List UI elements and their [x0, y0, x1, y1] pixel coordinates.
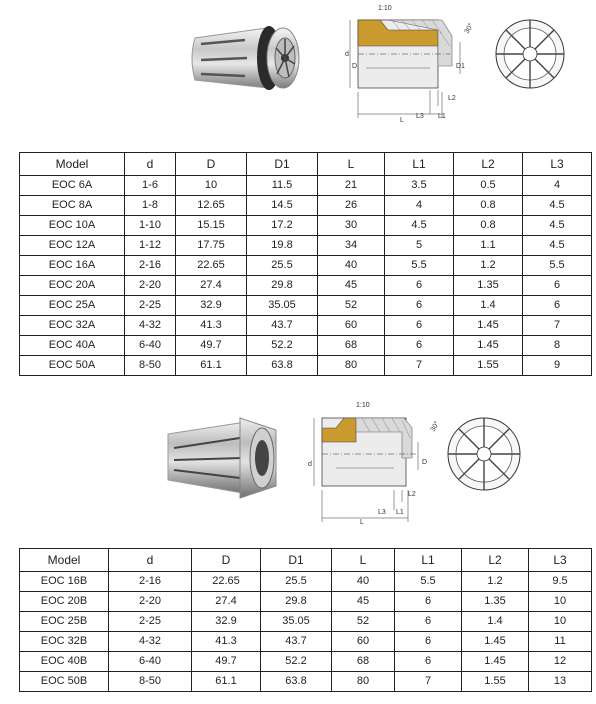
table-cell: 4 [523, 176, 592, 196]
table-row [20, 612, 592, 632]
table-cell: 14.5 [247, 196, 318, 216]
table-cell: 8-50 [125, 356, 176, 376]
table-cell: EOC 25B [20, 612, 109, 632]
dim-D1-label: D1 [456, 63, 465, 70]
table-cell: 4.5 [523, 216, 592, 236]
table-cell: 7 [523, 316, 592, 336]
table-cell: 6 [395, 612, 462, 632]
table-cell: 40 [332, 572, 395, 592]
table-row [20, 236, 592, 256]
table-cell: 5.5 [523, 256, 592, 276]
table-cell: 45 [332, 592, 395, 612]
table-cell: 63.8 [247, 356, 318, 376]
table-cell: 35.05 [247, 296, 318, 316]
dim-L3-label: L3 [378, 509, 386, 516]
table-cell: 26 [318, 196, 385, 216]
dim-L1-label: L1 [396, 509, 404, 516]
table-cell: EOC 20A [20, 276, 125, 296]
table-cell: 22.65 [192, 572, 261, 592]
table-cell: 4-32 [125, 316, 176, 336]
dim-L1-label: L1 [438, 113, 446, 120]
table-cell: 6 [395, 652, 462, 672]
table-cell: 2-16 [109, 572, 192, 592]
table-cell: 11 [529, 632, 592, 652]
dim-L2-label: L2 [408, 491, 416, 498]
collet-photo-b [150, 408, 290, 508]
table-cell: 34 [318, 236, 385, 256]
column-header: L [332, 549, 395, 572]
table-cell: 19.8 [247, 236, 318, 256]
table-row [20, 196, 592, 216]
table-cell: 8 [523, 336, 592, 356]
column-header: D1 [247, 153, 318, 176]
table-row [20, 356, 592, 376]
table-cell: 2-20 [109, 592, 192, 612]
table-cell: 6 [395, 632, 462, 652]
column-header: L3 [529, 549, 592, 572]
table-cell: 11.5 [247, 176, 318, 196]
angle-label: 30° [463, 22, 476, 35]
column-header: L2 [462, 549, 529, 572]
spec-table-b [19, 548, 592, 692]
table-cell: EOC 50A [20, 356, 125, 376]
table-row [20, 336, 592, 356]
collet-drawing-b [296, 398, 586, 530]
table-row [20, 296, 592, 316]
spec-table-a [19, 152, 592, 376]
column-header: Model [20, 153, 125, 176]
table-cell: 1-6 [125, 176, 176, 196]
table-cell: 80 [332, 672, 395, 692]
table-cell: 52 [318, 296, 385, 316]
table-header-row [20, 549, 592, 572]
table-cell: 7 [385, 356, 454, 376]
table-cell: 52.2 [247, 336, 318, 356]
table-cell: 6 [385, 336, 454, 356]
table-cell: 1.55 [462, 672, 529, 692]
table-cell: 1-10 [125, 216, 176, 236]
table-cell: 5.5 [385, 256, 454, 276]
table-row [20, 276, 592, 296]
table-cell: 1-8 [125, 196, 176, 216]
column-header: L1 [395, 549, 462, 572]
table-cell: 27.4 [192, 592, 261, 612]
table-cell: 60 [332, 632, 395, 652]
table-cell: 1.4 [454, 296, 523, 316]
table-cell: 1.45 [454, 336, 523, 356]
table-cell: 7 [395, 672, 462, 692]
table-cell: 61.1 [176, 356, 247, 376]
collet-photo-a [185, 18, 310, 98]
table-cell: 3.5 [385, 176, 454, 196]
table-cell: 43.7 [261, 632, 332, 652]
table-header-row [20, 153, 592, 176]
table-cell: 32.9 [176, 296, 247, 316]
table-cell: 4-32 [109, 632, 192, 652]
table-cell: 49.7 [192, 652, 261, 672]
table-cell: 6 [523, 276, 592, 296]
table-cell: 6 [385, 276, 454, 296]
table-cell: 25.5 [261, 572, 332, 592]
table-cell: 6 [395, 592, 462, 612]
table-cell: 29.8 [261, 592, 332, 612]
dim-L-label: L [400, 117, 404, 124]
table-row [20, 632, 592, 652]
table-row [20, 672, 592, 692]
table-cell: 27.4 [176, 276, 247, 296]
table-cell: 4.5 [523, 196, 592, 216]
column-header: D1 [261, 549, 332, 572]
table-row [20, 592, 592, 612]
dim-L2-label: L2 [448, 95, 456, 102]
table-cell: 32.9 [192, 612, 261, 632]
table-cell: 12.65 [176, 196, 247, 216]
table-cell: 10 [529, 612, 592, 632]
table-cell: 15.15 [176, 216, 247, 236]
table-cell: 17.75 [176, 236, 247, 256]
table-cell: 0.8 [454, 196, 523, 216]
table-cell: 68 [318, 336, 385, 356]
table-cell: EOC 32A [20, 316, 125, 336]
table-cell: 68 [332, 652, 395, 672]
table-cell: EOC 50B [20, 672, 109, 692]
table-cell: 41.3 [192, 632, 261, 652]
table-cell: 21 [318, 176, 385, 196]
table-cell: 13 [529, 672, 592, 692]
table-cell: 1.45 [454, 316, 523, 336]
table-cell: 60 [318, 316, 385, 336]
table-cell: 29.8 [247, 276, 318, 296]
table-row [20, 176, 592, 196]
table-cell: EOC 25A [20, 296, 125, 316]
table-cell: EOC 6A [20, 176, 125, 196]
table-cell: 1.2 [462, 572, 529, 592]
table-cell: EOC 40A [20, 336, 125, 356]
column-header: L2 [454, 153, 523, 176]
dim-d-label: d [308, 461, 312, 468]
table-cell: 1.35 [454, 276, 523, 296]
table-cell: 6-40 [109, 652, 192, 672]
table-cell: 0.8 [454, 216, 523, 236]
table-cell: EOC 12A [20, 236, 125, 256]
table-cell: EOC 32B [20, 632, 109, 652]
table-cell: EOC 10A [20, 216, 125, 236]
column-header: d [109, 549, 192, 572]
table-cell: 10 [529, 592, 592, 612]
table-cell: 9.5 [529, 572, 592, 592]
table-cell: 30 [318, 216, 385, 236]
table-cell: 1.55 [454, 356, 523, 376]
table-cell: 4 [385, 196, 454, 216]
table-cell: 1.35 [462, 592, 529, 612]
table-cell: 2-25 [109, 612, 192, 632]
table-cell: 5.5 [395, 572, 462, 592]
column-header: L3 [523, 153, 592, 176]
table-cell: 5 [385, 236, 454, 256]
taper-ratio-label: 1:10 [378, 5, 392, 12]
table-row [20, 652, 592, 672]
table-cell: 52.2 [261, 652, 332, 672]
table-cell: 9 [523, 356, 592, 376]
column-header: D [176, 153, 247, 176]
table-cell: 0.5 [454, 176, 523, 196]
column-header: d [125, 153, 176, 176]
table-cell: EOC 8A [20, 196, 125, 216]
table-cell: 2-25 [125, 296, 176, 316]
table-cell: 25.5 [247, 256, 318, 276]
table-cell: EOC 20B [20, 592, 109, 612]
table-cell: 49.7 [176, 336, 247, 356]
table-row [20, 572, 592, 592]
column-header: L [318, 153, 385, 176]
table-row [20, 316, 592, 336]
table-cell: 8-50 [109, 672, 192, 692]
collet-drawing-a [330, 2, 586, 130]
dim-L3-label: L3 [416, 113, 424, 120]
table-cell: 41.3 [176, 316, 247, 336]
table-cell: 35.05 [261, 612, 332, 632]
table-cell: 22.65 [176, 256, 247, 276]
table-cell: EOC 40B [20, 652, 109, 672]
table-cell: 1.45 [462, 632, 529, 652]
table-cell: EOC 16B [20, 572, 109, 592]
table-cell: EOC 16A [20, 256, 125, 276]
table-cell: 6 [385, 316, 454, 336]
column-header: L1 [385, 153, 454, 176]
table-cell: 2-20 [125, 276, 176, 296]
column-header: Model [20, 549, 109, 572]
table-cell: 17.2 [247, 216, 318, 236]
table-cell: 6-40 [125, 336, 176, 356]
table-cell: 12 [529, 652, 592, 672]
table-cell: 4.5 [385, 216, 454, 236]
table-cell: 4.5 [523, 236, 592, 256]
table-cell: 6 [385, 296, 454, 316]
dim-L-label: L [360, 519, 364, 526]
dim-D-label: D [422, 459, 428, 466]
column-header: D [192, 549, 261, 572]
table-cell: 45 [318, 276, 385, 296]
table-cell: 6 [523, 296, 592, 316]
dim-d-label: d [345, 51, 349, 58]
table-cell: 1.45 [462, 652, 529, 672]
table-cell: 40 [318, 256, 385, 276]
table-cell: 80 [318, 356, 385, 376]
table-cell: 1.2 [454, 256, 523, 276]
table-row [20, 256, 592, 276]
dim-D-label: D [352, 63, 358, 70]
table-cell: 1.1 [454, 236, 523, 256]
table-cell: 1.4 [462, 612, 529, 632]
table-cell: 2-16 [125, 256, 176, 276]
table-cell: 61.1 [192, 672, 261, 692]
table-cell: 10 [176, 176, 247, 196]
table-row [20, 216, 592, 236]
table-cell: 43.7 [247, 316, 318, 336]
table-cell: 1-12 [125, 236, 176, 256]
table-cell: 52 [332, 612, 395, 632]
angle-label: 30° [429, 420, 442, 433]
table-cell: 63.8 [261, 672, 332, 692]
taper-ratio-label: 1:10 [356, 402, 370, 409]
